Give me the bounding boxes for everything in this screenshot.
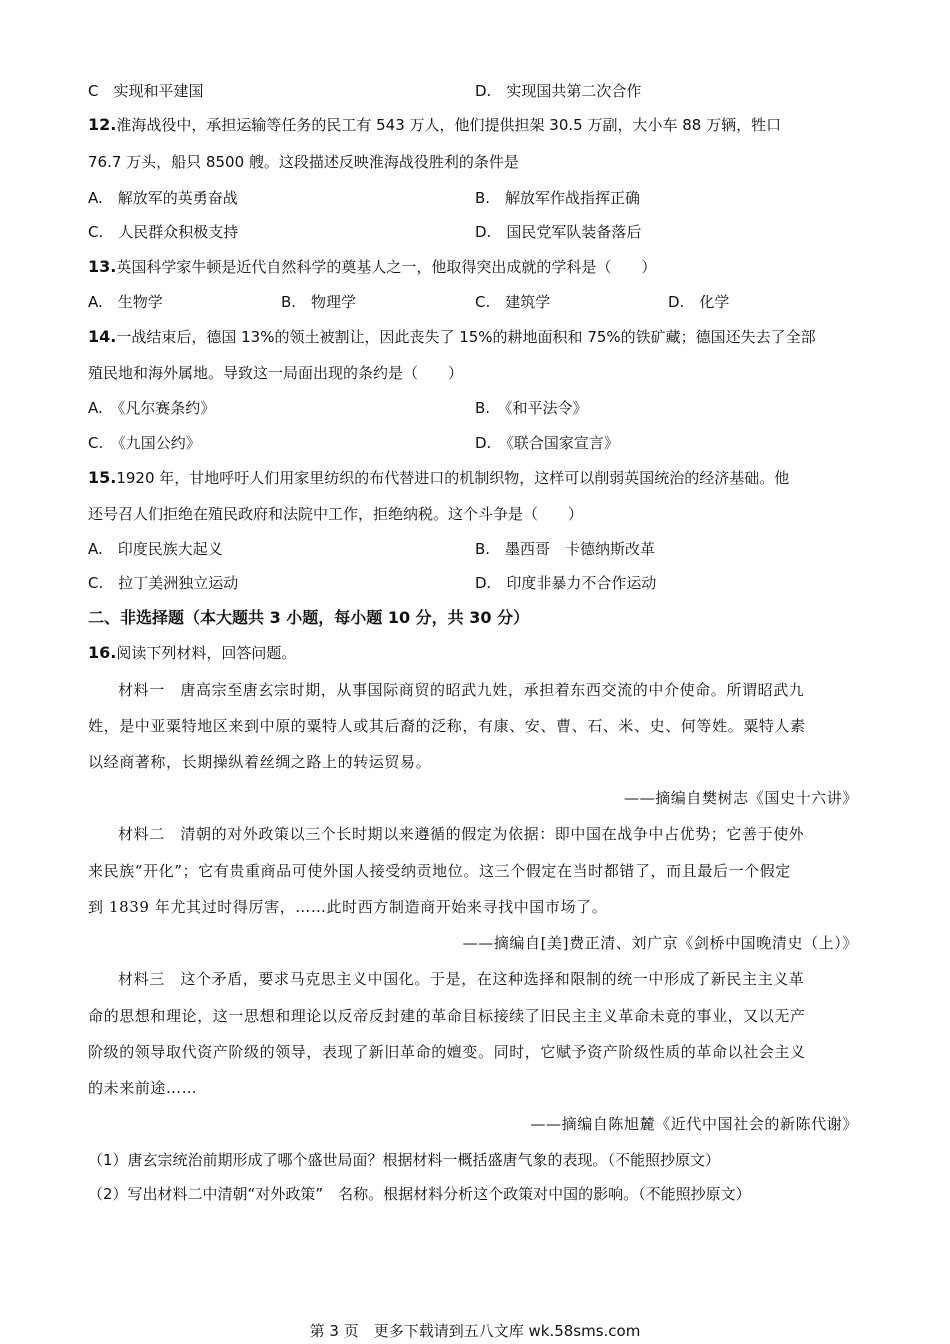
q16-subquestion-2: （2）写出材料二中清朝“对外政策” 名称。根据材料分析这个政策对中国的影响。（不能照抄原文） bbox=[88, 1185, 751, 1203]
q12-stem-line1: 12.淮海战役中，承担运输等任务的民工有 543 万人，他们提供担架 30.5 万副，大小车 88 万辆，牲口 bbox=[88, 115, 782, 134]
q13-number: 13. bbox=[88, 257, 117, 276]
q12-option-b: B. 解放军作战指挥正确 bbox=[475, 189, 641, 207]
material-2-line1: 材料二 清朝的对外政策以三个长时期以来遵循的假定为依据：即中国在战争中占优势；它善于使外 bbox=[118, 825, 805, 843]
section-title: 二、非选择题（本大题共 3 小题，每小题 10 分，共 30 分） bbox=[88, 608, 530, 627]
material-1-line3: 以经商著称，长期操纵着丝绸之路上的转运贸易。 bbox=[88, 753, 432, 771]
q14-stem-line1: 14.一战结束后，德国 13%的领土被割让，因此丧失了 15%的耕地面积和 75%的铁矿藏；德国还失去了全部 bbox=[88, 327, 816, 346]
q12-stem-line2: 76.7 万头，船只 8500 艘。这段描述反映淮海战役胜利的条件是 bbox=[88, 153, 519, 171]
q13-stem: 13.英国科学家牛顿是近代自然科学的奠基人之一，他取得突出成就的学科是（ ） bbox=[88, 257, 657, 276]
material-2-line2: 来民族“开化”；它有贵重商品可使外国人接受纳贡地位。这三个假定在当时都错了，而且最后一个假定 bbox=[88, 862, 791, 880]
q13-option-a: A. 生物学 bbox=[88, 293, 163, 311]
q15-option-a: A. 印度民族大起义 bbox=[88, 540, 223, 558]
q16-subquestion-1: （1）唐玄宗统治前期形成了哪个盛世局面？根据材料一概括盛唐气象的表现。（不能照抄原文） bbox=[88, 1151, 721, 1169]
q16-number: 16. bbox=[88, 643, 117, 662]
q11-option-d: D. 实现国共第二次合作 bbox=[475, 82, 642, 100]
q15-stem-line1: 15.1920 年，甘地呼吁人们用家里纺织的布代替进口的机制织物，这样可以削弱英国统治的经济基础。他 bbox=[88, 468, 790, 487]
q14-option-b: B. 《和平法令》 bbox=[475, 399, 588, 417]
page-footer: 第 3 页 更多下载请到五八文库 wk.58sms.com bbox=[309, 1322, 641, 1340]
material-1-source: ——摘编自樊树志《国史十六讲》 bbox=[623, 789, 858, 807]
q15-number: 15. bbox=[88, 468, 117, 487]
material-2-line3: 到 1839 年尤其过时得厉害，……此时西方制造商开始来寻找中国市场了。 bbox=[88, 898, 608, 916]
q14-option-c: C. 《九国公约》 bbox=[88, 434, 201, 452]
q12-option-c: C. 人民群众积极支持 bbox=[88, 223, 239, 241]
q16-stem: 16.阅读下列材料，回答问题。 bbox=[88, 643, 297, 662]
q14-number: 14. bbox=[88, 327, 117, 346]
material-3-line3: 阶级的领导取代资产阶级的领导，表现了新旧革命的嬗变。同时，它赋予资产阶级性质的革命以社会主义 bbox=[88, 1043, 806, 1061]
material-3-line4: 的未来前途…… bbox=[88, 1079, 198, 1097]
q13-option-c: C. 建筑学 bbox=[475, 293, 551, 311]
q11-option-c: C 实现和平建国 bbox=[88, 82, 204, 100]
q14-option-d: D. 《联合国家宣言》 bbox=[475, 434, 619, 452]
q15-option-c: C. 拉丁美洲独立运动 bbox=[88, 574, 239, 592]
material-3-source: ——摘编自陈旭麓《近代中国社会的新陈代谢》 bbox=[530, 1115, 858, 1133]
material-2-source: ——摘编自[美]费正清、刘广京《剑桥中国晚清史（上）》 bbox=[462, 934, 858, 952]
q14-option-a: A. 《凡尔赛条约》 bbox=[88, 399, 216, 417]
q15-option-d: D. 印度非暴力不合作运动 bbox=[475, 574, 657, 592]
q15-option-b: B. 墨西哥 卡德纳斯改革 bbox=[475, 540, 656, 558]
material-1-line2: 姓，是中亚粟特地区来到中原的粟特人或其后裔的泛称，有康、安、曹、石、米、史、何等姓。粟特人素 bbox=[88, 717, 806, 735]
material-3-line2: 命的思想和理论，这一思想和理论以反帝反封建的革命目标接续了旧民主主义革命未竟的事业，又以无产 bbox=[88, 1007, 806, 1025]
q13-option-d: D. 化学 bbox=[668, 293, 730, 311]
material-3-line1: 材料三 这个矛盾，要求马克思主义中国化。于是，在这种选择和限制的统一中形成了新民主主义革 bbox=[118, 970, 805, 988]
q12-number: 12. bbox=[88, 115, 117, 134]
q15-stem-line2: 还号召人们拒绝在殖民政府和法院中工作，拒绝纳税。这个斗争是（ ） bbox=[88, 505, 584, 523]
q13-option-b: B. 物理学 bbox=[281, 293, 357, 311]
material-1-line1: 材料一 唐高宗至唐玄宗时期，从事国际商贸的昭武九姓，承担着东西交流的中介使命。所谓昭武九 bbox=[118, 681, 805, 699]
q12-option-d: D. 国民党军队装备落后 bbox=[475, 223, 642, 241]
q14-stem-line2: 殖民地和海外属地。导致这一局面出现的条约是（ ） bbox=[88, 364, 464, 382]
q12-option-a: A. 解放军的英勇奋战 bbox=[88, 189, 238, 207]
